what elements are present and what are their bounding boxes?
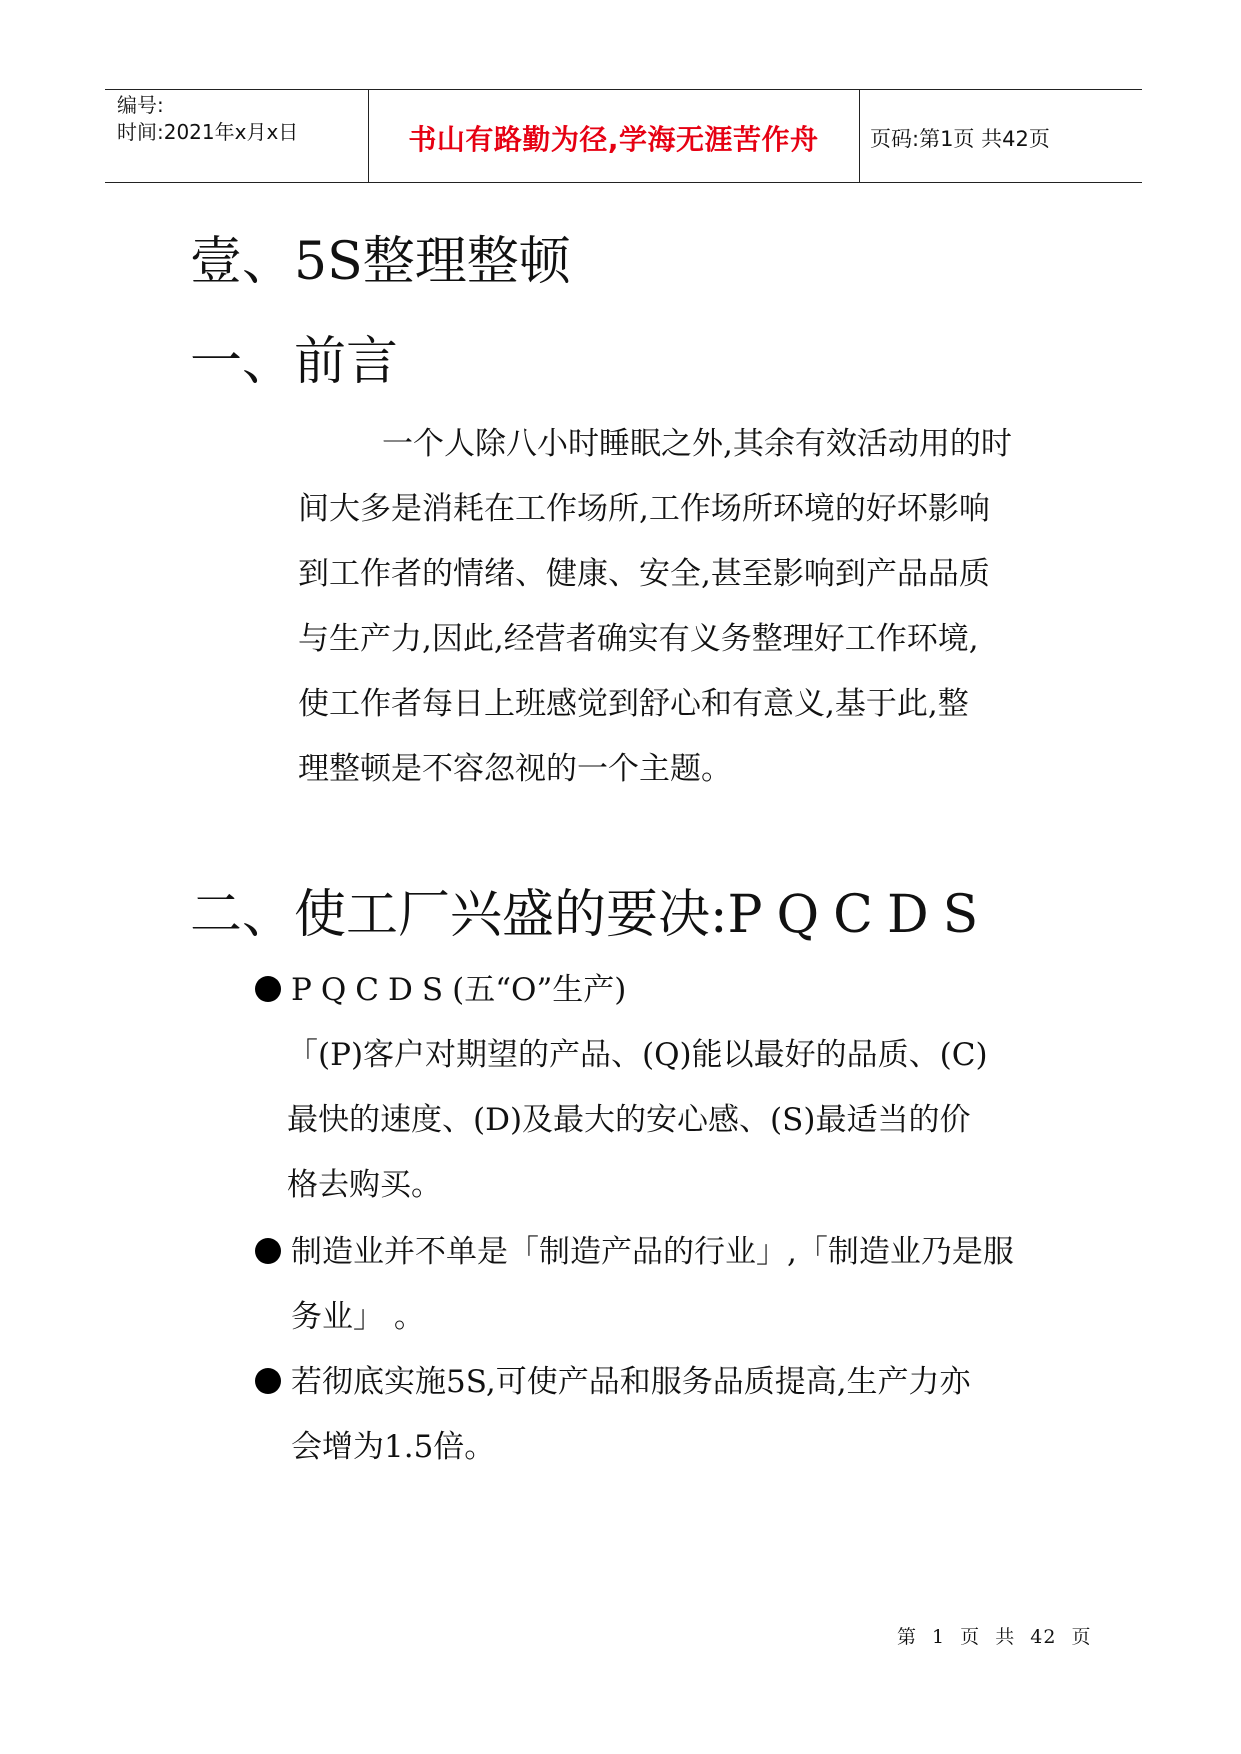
paragraph-line: 间大多是消耗在工作场所,工作场所环境的好坏影响 [298,491,990,527]
section-heading-code: PQCDS [727,885,993,945]
bullet-head-rest: (五“O”生产) [452,972,627,1008]
page-footer: 第 1 页 共 42 页 [897,1626,1092,1648]
time-label: 时间:2021年x月x日 [117,120,299,144]
paragraph-line: 理整顿是不容忽视的一个主题。 [298,751,732,787]
page-header [105,89,1142,183]
bullet-manufacturing [255,1220,1155,1350]
paragraph-line: 到工作者的情绪、健康、安全,甚至影响到产品品质 [298,556,990,592]
intro-paragraph [298,412,1098,802]
number-label: 编号: [117,93,164,117]
bullet-icon [255,1238,281,1264]
bullet-head [255,958,1155,1023]
section-heading-preface: 一、前言 [190,332,399,392]
bullet-5s [255,1350,1155,1480]
bullet-line: 「(P)客户对期望的产品、(Q)能以最好的品质、(C) [287,1037,988,1073]
bullet-line: 制造业并不单是「制造产品的行业」,「制造业乃是服 [291,1234,1014,1270]
main-title: 壹、5S整理整顿 [190,232,571,292]
bullet-line: 最快的速度、(D)及最大的安心感、(S)最适当的价 [287,1102,971,1138]
paragraph-line: 一个人除八小时睡眠之外,其余有效活动用的时 [382,426,1012,462]
section-heading-secret [190,883,992,947]
header-divider [859,90,860,182]
bullet-line: 若彻底实施5S,可使产品和服务品质提高,生产力亦 [291,1364,971,1400]
bullet-line: 务业」 。 [291,1299,425,1335]
header-meta [117,92,298,146]
bullet-code: PQCDS [291,972,453,1008]
bullet-icon [255,1368,281,1394]
section-heading-text: 二、使工厂兴盛的要决: [190,885,728,945]
header-page-info: 页码:第1页 共42页 [870,127,1050,151]
paragraph-line: 使工作者每日上班感觉到舒心和有意义,基于此,整 [298,686,969,722]
bullet-icon [255,976,281,1002]
bullet-pqcds [255,958,1155,1218]
header-motto: 书山有路勤为径,学海无涯苦作舟 [408,123,819,156]
bullet-line: 格去购买。 [287,1167,442,1203]
paragraph-line: 与生产力,因此,经营者确实有义务整理好工作环境, [298,621,979,657]
bullet-line: 会增为1.5倍。 [291,1429,496,1465]
